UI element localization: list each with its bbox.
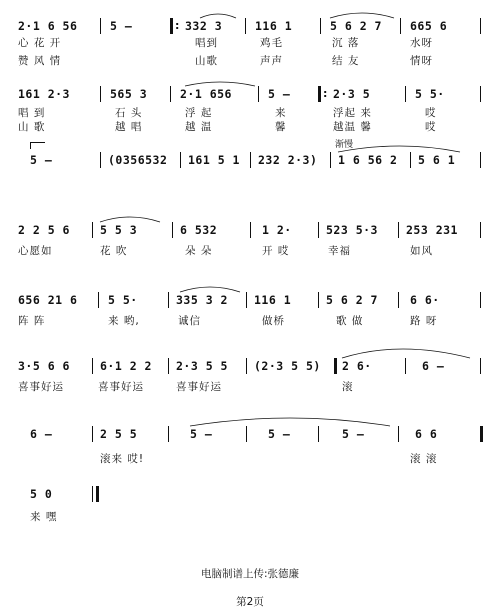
measure-3-6-notes: 5 6 1 — [418, 153, 456, 167]
lyric-7-2: 滚来 哎! — [100, 453, 145, 465]
measure-7-4-notes: 5 – — [268, 427, 291, 441]
measure-6-3-notes: 2·3 5 5 — [176, 359, 228, 373]
measure-5-5-notes: 5 6 2 7 — [326, 293, 378, 307]
lyric-5-4: 做桥 — [262, 315, 285, 327]
lyric-1-3-v1: 唱到 — [195, 37, 218, 49]
lyric-2-1-v2: 山 歌 — [18, 121, 46, 133]
measure-2-5-notes: 2·3 5 — [333, 87, 371, 101]
lyric-1-6-v2: 情呀 — [410, 55, 433, 67]
measure-3-1-notes: 5 – — [30, 153, 53, 167]
measure-6-4-notes: (2·3 5 5) — [254, 359, 321, 373]
lyric-2-6-v1: 哎 — [425, 107, 437, 119]
slur — [200, 14, 236, 18]
measure-6-1-notes: 3·5 6 6 — [18, 359, 70, 373]
slur — [185, 82, 255, 86]
lyric-5-3: 诚信 — [178, 315, 201, 327]
slur — [338, 146, 460, 152]
lyric-8-1: 来 嘿 — [30, 511, 58, 523]
measure-6-6-notes: 6 – — [422, 359, 445, 373]
lyric-4-4: 开 哎 — [262, 245, 290, 257]
measure-4-1-notes: 2 2 5 6 — [18, 223, 70, 237]
measure-1-1-notes: 2·1 6 56 — [18, 19, 78, 33]
slur — [342, 349, 470, 358]
measure-2-3-notes: 2·1 656 — [180, 87, 232, 101]
lyric-5-6: 路 呀 — [410, 315, 438, 327]
measure-5-6-notes: 6 6· — [410, 293, 440, 307]
measure-6-2-notes: 6·1 2 2 — [100, 359, 152, 373]
lyric-5-5: 歌 做 — [336, 315, 364, 327]
measure-2-6-notes: 5 5· — [415, 87, 445, 101]
slur — [180, 287, 240, 292]
lyric-4-1: 心愿如 — [18, 245, 53, 257]
lyric-2-3-v1: 浮 起 — [185, 107, 213, 119]
measure-7-5-notes: 5 – — [342, 427, 365, 441]
lyric-1-1-v2: 赞 风 情 — [18, 55, 62, 67]
measure-5-1-notes: 656 21 6 — [18, 293, 78, 307]
lyric-5-1: 阵 阵 — [18, 315, 46, 327]
measure-3-2-notes: (0356532 — [108, 153, 168, 167]
measure-4-4-notes: 1 2· — [262, 223, 292, 237]
measure-2-2-notes: 565 3 — [110, 87, 148, 101]
lyric-6-1: 喜事好运 — [18, 381, 64, 393]
measure-1-5-notes: 5 6 2 7 — [330, 19, 382, 33]
measure-4-6-notes: 253 231 — [406, 223, 458, 237]
lyric-4-3: 朵 朵 — [185, 245, 213, 257]
measure-5-3-notes: 335 3 2 — [176, 293, 228, 307]
measure-2-4-notes: 5 – — [268, 87, 291, 101]
lyric-6-3: 喜事好运 — [176, 381, 222, 393]
slur — [190, 418, 390, 426]
lyric-6-2: 喜事好运 — [98, 381, 144, 393]
measure-1-4-notes: 116 1 — [255, 19, 293, 33]
lyric-1-6-v1: 水呀 — [410, 37, 433, 49]
lyric-2-6-v2: 哎 — [425, 121, 437, 133]
lyric-4-2: 花 吹 — [100, 245, 128, 257]
lyric-1-5-v2: 结 友 — [332, 55, 360, 67]
measure-7-2-notes: 2 5 5 — [100, 427, 138, 441]
lyric-2-2-v2: 越 唱 — [115, 121, 143, 133]
measure-8-1-notes: 5 0 — [30, 487, 53, 501]
lyric-2-5-v1: 浮起 来 — [333, 107, 372, 119]
uploader-credit: 电脑制谱上传:张德廉 — [200, 568, 300, 580]
slur — [330, 13, 394, 18]
measure-1-2-notes: 5 – — [110, 19, 133, 33]
measure-3-3-notes: 161 5 1 — [188, 153, 240, 167]
measure-4-5-notes: 523 5·3 — [326, 223, 378, 237]
lyric-5-2: 来 哟, — [108, 315, 140, 327]
measure-3-5-notes: 1 6 56 2 — [338, 153, 398, 167]
slur — [100, 217, 160, 222]
lyric-7-6: 滚 滚 — [410, 453, 438, 465]
lyric-2-4-v2: 馨 — [275, 121, 287, 133]
measure-5-2-notes: 5 5· — [108, 293, 138, 307]
lyric-1-1-v1: 心 花 开 — [18, 37, 62, 49]
lyric-6-5: 滚 — [342, 381, 354, 393]
lyric-1-4-v1: 鸡毛 — [260, 37, 283, 49]
lyric-2-4-v1: 来 — [275, 107, 287, 119]
measure-1-6-notes: 665 6 — [410, 19, 448, 33]
lyric-2-1-v1: 唱 到 — [18, 107, 46, 119]
lyric-2-5-v2: 越温 馨 — [333, 121, 372, 133]
tempo-marking: 渐慢 — [335, 140, 354, 150]
measure-6-5-notes: 2 6· — [342, 359, 372, 373]
page-number: 第2页 — [236, 596, 264, 608]
lyric-2-2-v1: 石 头 — [115, 107, 143, 119]
lyric-1-3-v2: 山歌 — [195, 55, 218, 67]
lyric-4-5: 幸福 — [328, 245, 351, 257]
lyric-4-6: 如风 — [410, 245, 433, 257]
measure-5-4-notes: 116 1 — [254, 293, 292, 307]
measure-1-3-notes: 332 3 — [185, 19, 223, 33]
repeat-dots: : — [323, 87, 328, 100]
measure-4-3-notes: 6 532 — [180, 223, 218, 237]
lyric-2-3-v2: 越 温 — [185, 121, 213, 133]
measure-3-4-notes: 232 2·3) — [258, 153, 318, 167]
measure-4-2-notes: 5 5 3 — [100, 223, 138, 237]
measure-2-1-notes: 161 2·3 — [18, 87, 70, 101]
measure-7-3-notes: 5 – — [190, 427, 213, 441]
lyric-1-5-v1: 沉 落 — [332, 37, 360, 49]
measure-7-6-notes: 6 6 — [415, 427, 438, 441]
lyric-1-4-v2: 声声 — [260, 55, 283, 67]
measure-7-1-notes: 6 – — [30, 427, 53, 441]
repeat-dots: : — [175, 19, 180, 32]
